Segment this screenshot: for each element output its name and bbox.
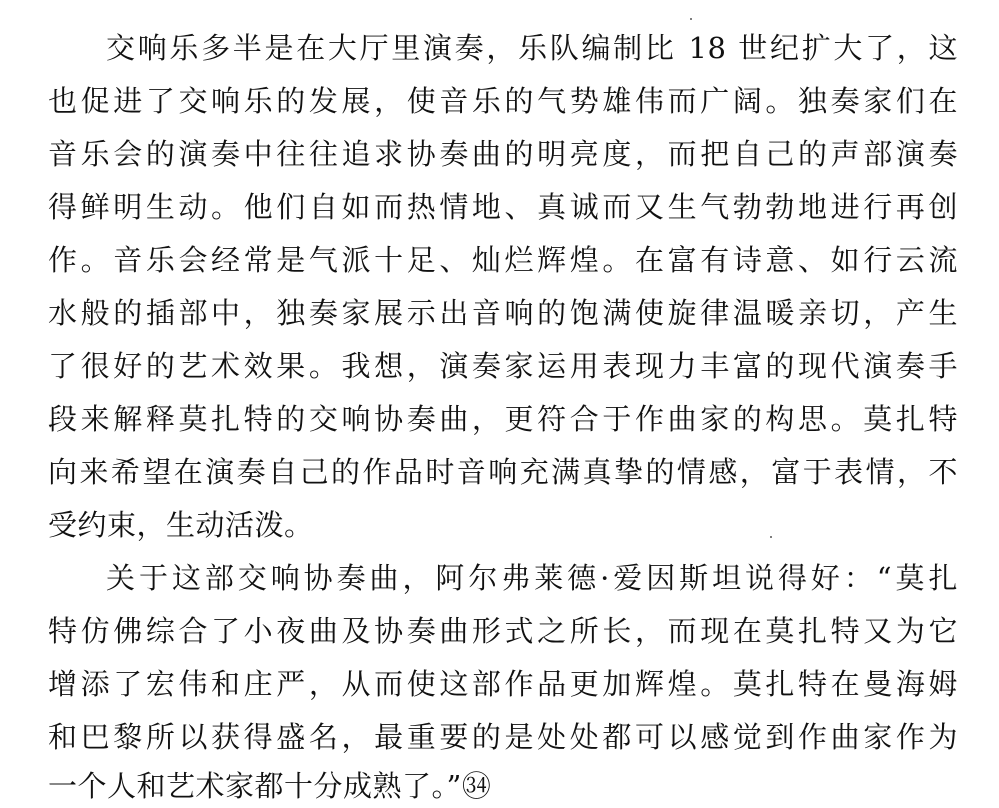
text-line: 段来解释莫扎特的交响协奏曲，更符合于作曲家的构思。莫扎特 bbox=[48, 402, 958, 436]
text-line: 向来希望在演奏自己的作品时音响充满真挚的情感，富于表情，不 bbox=[48, 455, 958, 489]
text-line: 特仿佛综合了小夜曲及协奏曲形式之所长，而现在莫扎特又为它 bbox=[48, 614, 958, 648]
scan-speck bbox=[770, 536, 772, 538]
scan-speck bbox=[690, 18, 692, 20]
text-line: 作。音乐会经常是气派十足、灿烂辉煌。在富有诗意、如行云流 bbox=[48, 243, 958, 277]
text-line: 一个人和艺术家都十分成熟了。”㉞ bbox=[48, 769, 492, 803]
text-line: 受约束，生动活泼。 bbox=[48, 508, 314, 542]
text-line: 和巴黎所以获得盛名，最重要的是处处都可以感觉到作曲家作为 bbox=[48, 720, 958, 754]
text-line: 水般的插部中，独奏家展示出音响的饱满使旋律温暖亲切，产生 bbox=[48, 296, 958, 330]
text-line: 音乐会的演奏中往往追求协奏曲的明亮度，而把自己的声部演奏 bbox=[48, 137, 958, 171]
text-line: 交响乐多半是在大厅里演奏，乐队编制比 18 世纪扩大了，这 bbox=[106, 31, 958, 65]
text-line: 得鲜明生动。他们自如而热情地、真诚而又生气勃勃地进行再创 bbox=[48, 190, 958, 224]
text-line: 增添了宏伟和庄严，从而使这部作品更加辉煌。莫扎特在曼海姆 bbox=[48, 667, 958, 701]
text-line: 关于这部交响协奏曲，阿尔弗莱德·爱因斯坦说得好：“莫扎 bbox=[106, 561, 958, 595]
text-line: 也促进了交响乐的发展，使音乐的气势雄伟而广阔。独奏家们在 bbox=[48, 84, 958, 118]
text-line: 了很好的艺术效果。我想，演奏家运用表现力丰富的现代演奏手 bbox=[48, 349, 958, 383]
